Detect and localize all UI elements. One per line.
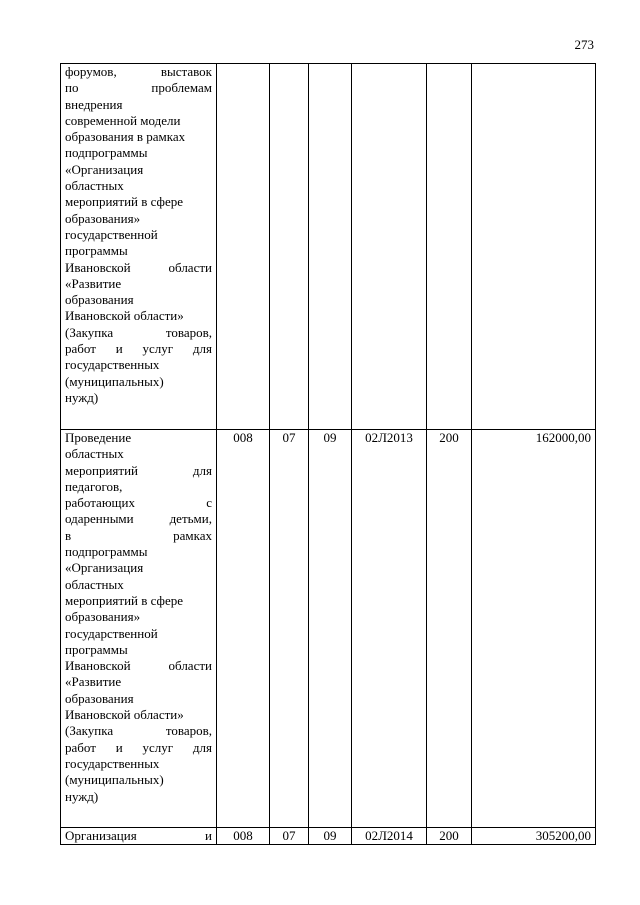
text-line — [65, 357, 212, 373]
word: Ивановской — [65, 259, 131, 275]
word: товаров, — [165, 723, 212, 739]
word: образования» — [65, 609, 141, 625]
word: по — [65, 80, 79, 96]
text-line — [65, 227, 212, 243]
word: Ивановской области» — [65, 707, 184, 723]
word: Проведение — [65, 430, 132, 445]
word: нужд) — [65, 389, 99, 405]
amount-cell: 162000,00 — [472, 430, 596, 828]
subsection-cell: 09 — [309, 828, 352, 845]
word: государственной — [65, 625, 158, 641]
ministry-code-cell: 008 — [217, 828, 270, 845]
text-line — [65, 211, 212, 227]
word: в — [65, 527, 72, 543]
text-line — [65, 528, 212, 544]
word: мероприятий — [65, 462, 138, 478]
text-line — [65, 276, 212, 292]
text-line — [65, 430, 212, 446]
text-line — [65, 308, 212, 324]
expense-type-cell: 200 — [427, 430, 472, 828]
word: областных — [65, 576, 124, 592]
word: детьми, — [169, 511, 212, 527]
expense-name-cell — [61, 64, 217, 430]
word: программы — [65, 243, 128, 259]
table-row — [61, 828, 596, 845]
word: государственной — [65, 226, 158, 242]
text-line — [65, 463, 212, 479]
text-line — [65, 740, 212, 756]
text-line — [65, 609, 212, 625]
text-line — [65, 511, 212, 527]
word: областных — [65, 446, 124, 462]
text-line — [65, 446, 212, 462]
expense-name-cell — [61, 828, 217, 845]
word: «Развитие — [65, 275, 122, 291]
amount-cell — [472, 64, 596, 430]
word: (муниципальных) — [65, 373, 164, 389]
word: образования» — [65, 210, 141, 226]
word: программы — [65, 641, 128, 657]
text-line — [65, 560, 212, 576]
word: (Закупка — [65, 723, 114, 739]
text-line — [65, 374, 212, 390]
text-line — [65, 260, 212, 276]
text-line — [65, 642, 212, 658]
text-line — [65, 194, 212, 210]
word: педагогов, — [65, 478, 123, 494]
table-row — [61, 64, 596, 430]
word: образования в рамках — [65, 129, 186, 145]
word: и — [205, 828, 212, 843]
word: для — [192, 462, 212, 478]
text-line — [65, 292, 212, 308]
ministry-code-cell — [217, 64, 270, 430]
text-line — [65, 80, 212, 96]
section-cell — [270, 64, 309, 430]
text-line — [65, 390, 212, 406]
text-line — [65, 243, 212, 259]
budget-table — [60, 63, 596, 845]
page-number: 273 — [574, 37, 594, 52]
word: мероприятий в сфере — [65, 194, 184, 210]
text-line — [65, 828, 212, 844]
word: и — [115, 739, 123, 755]
text-line — [65, 691, 212, 707]
text-line — [65, 64, 212, 80]
word: мероприятий в сфере — [65, 592, 184, 608]
word: услуг — [142, 341, 174, 357]
ministry-code-cell: 008 — [217, 430, 270, 828]
text-line — [65, 129, 212, 145]
word: «Организация — [65, 560, 144, 576]
word: образования — [65, 690, 134, 706]
text-line — [65, 544, 212, 560]
word: нужд) — [65, 788, 99, 804]
text-line — [65, 756, 212, 772]
word: (муниципальных) — [65, 772, 164, 788]
text-line — [65, 772, 212, 788]
word: товаров, — [165, 324, 212, 340]
word: и — [115, 341, 123, 357]
word: с — [206, 495, 212, 511]
word: работающих — [65, 495, 136, 511]
target-article-cell: 02Л2014 — [352, 828, 427, 845]
word: «Развитие — [65, 674, 122, 690]
word: рамках — [173, 527, 212, 543]
expense-type-cell: 200 — [427, 828, 472, 845]
text-line — [65, 341, 212, 357]
text-line — [65, 593, 212, 609]
text-line — [65, 626, 212, 642]
word: работ — [65, 341, 96, 357]
text-line — [65, 97, 212, 113]
word: проблемам — [151, 80, 212, 96]
word: для — [192, 341, 212, 357]
text-line — [65, 495, 212, 511]
word: областных — [65, 178, 124, 194]
section-cell: 07 — [270, 828, 309, 845]
word: работ — [65, 739, 96, 755]
word: выставок — [160, 64, 212, 79]
text-line — [65, 674, 212, 690]
word: области — [168, 259, 212, 275]
text-line — [65, 723, 212, 739]
word: (Закупка — [65, 324, 114, 340]
text-line — [65, 113, 212, 129]
word: для — [192, 739, 212, 755]
table-row — [61, 430, 596, 828]
text-line — [65, 145, 212, 161]
word: современной модели — [65, 112, 181, 128]
amount-cell: 305200,00 — [472, 828, 596, 845]
expense-type-cell — [427, 64, 472, 430]
text-line — [65, 162, 212, 178]
word: форумов, — [65, 64, 117, 79]
word: подпрограммы — [65, 145, 148, 161]
text-line — [65, 658, 212, 674]
text-line — [65, 325, 212, 341]
subsection-cell — [309, 64, 352, 430]
text-line — [65, 577, 212, 593]
text-line — [65, 178, 212, 194]
word: Организация — [65, 828, 137, 843]
word: внедрения — [65, 96, 123, 112]
section-cell: 07 — [270, 430, 309, 828]
subsection-cell: 09 — [309, 430, 352, 828]
word: подпрограммы — [65, 544, 148, 560]
text-line — [65, 479, 212, 495]
target-article-cell — [352, 64, 427, 430]
word: области — [168, 658, 212, 674]
word: одаренными — [65, 511, 134, 527]
text-line — [65, 707, 212, 723]
expense-name-cell — [61, 430, 217, 828]
word: «Организация — [65, 161, 144, 177]
word: государственных — [65, 755, 160, 771]
text-line — [65, 789, 212, 805]
word: образования — [65, 292, 134, 308]
word: Ивановской — [65, 658, 131, 674]
word: Ивановской области» — [65, 308, 184, 324]
word: государственных — [65, 357, 160, 373]
target-article-cell: 02Л2013 — [352, 430, 427, 828]
word: услуг — [142, 739, 174, 755]
